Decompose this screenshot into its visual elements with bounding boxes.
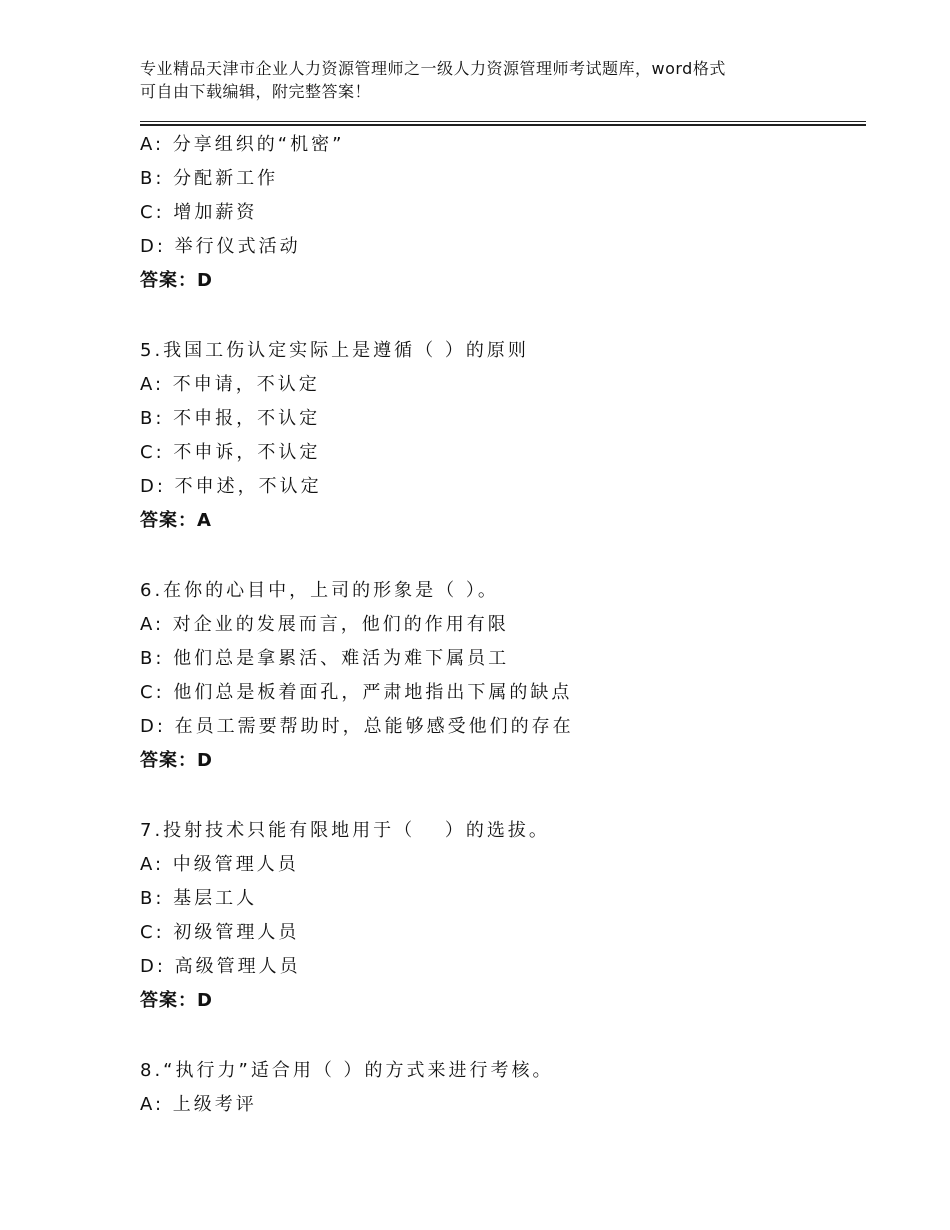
question-text: 5.我国工伤认定实际上是遵循（ ）的原则 [140, 340, 529, 361]
option-b: B: 不申报，不认定 [140, 408, 321, 429]
option-a: A: 中级管理人员 [140, 854, 299, 875]
option-a: A: 上级考评 [140, 1094, 257, 1115]
option-c: C: 增加薪资 [140, 202, 258, 223]
option-c: C: 他们总是板着面孔，严肃地指出下属的缺点 [140, 682, 573, 703]
option-b: B: 他们总是拿累活、难活为难下属员工 [140, 648, 510, 669]
option-b: B: 分配新工作 [140, 168, 279, 189]
spacer [140, 300, 860, 336]
question-block-4 [140, 130, 860, 300]
question-block-5 [140, 336, 860, 540]
question-text: 6.在你的心目中，上司的形象是（ ）。 [140, 580, 499, 601]
question-text: 8.“执行力”适合用（ ）的方式来进行考核。 [140, 1060, 554, 1081]
option-d: D: 在员工需要帮助时，总能够感受他们的存在 [140, 716, 574, 737]
document-header [140, 57, 820, 103]
spacer [140, 780, 860, 816]
header-divider-thick [140, 124, 866, 126]
option-d: D: 举行仪式活动 [140, 236, 301, 257]
option-d: D: 高级管理人员 [140, 956, 301, 977]
question-block-7 [140, 816, 860, 1020]
spacer [140, 1020, 860, 1056]
option-a: A: 对企业的发展而言，他们的作用有限 [140, 614, 509, 635]
option-b: B: 基层工人 [140, 888, 258, 909]
option-c: C: 不申诉，不认定 [140, 442, 321, 463]
question-block-8 [140, 1056, 860, 1124]
answer-line: 答案：D [140, 750, 213, 771]
header-line-1: 专业精品天津市企业人力资源管理师之一级人力资源管理师考试题库，word格式 [140, 59, 726, 78]
header-line-2: 可自由下载编辑，附完整答案！ [140, 82, 372, 101]
answer-line: 答案：D [140, 270, 213, 291]
answer-line: 答案：D [140, 990, 213, 1011]
option-a: A: 不申请，不认定 [140, 374, 320, 395]
option-a: A: 分享组织的“机密” [140, 134, 345, 155]
spacer [140, 540, 860, 576]
header-divider-thin [140, 121, 866, 122]
question-block-6 [140, 576, 860, 780]
option-d: D: 不申述，不认定 [140, 476, 322, 497]
question-list [140, 130, 860, 1124]
answer-line: 答案：A [140, 510, 212, 531]
option-c: C: 初级管理人员 [140, 922, 300, 943]
question-text: 7.投射技术只能有限地用于（ ）的选拔。 [140, 820, 550, 841]
